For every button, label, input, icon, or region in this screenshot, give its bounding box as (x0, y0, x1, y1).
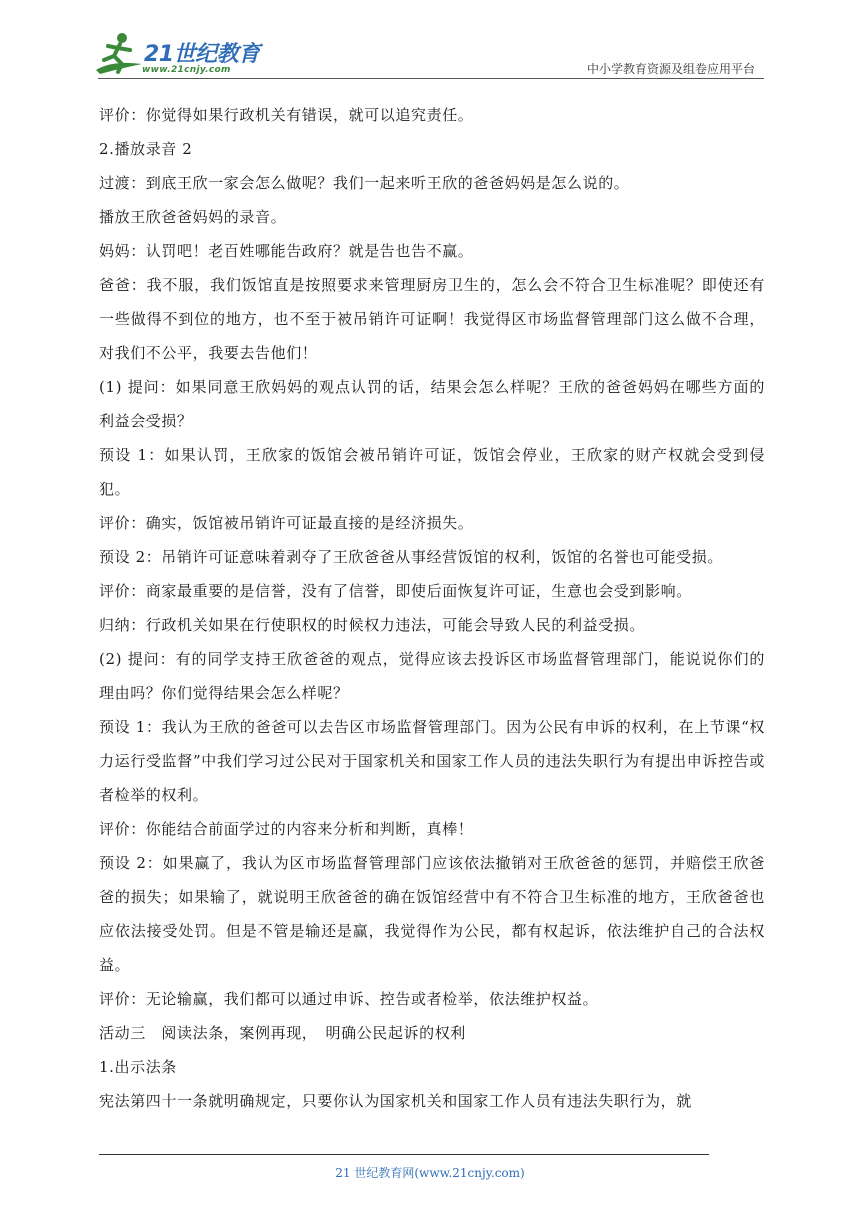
paragraph-14: 预设 1：我认为王欣的爸爸可以去告区市场监督管理部门。因为公民有申诉的权利，在上节课“权力运行受监督”中我们学习过公民对于国家机关和国家工作人员的违法失职行为有提出申诉控告或者检举的权利。 (99, 718, 765, 804)
paragraph-4: 播放王欣爸爸妈妈的录音。 (99, 208, 287, 226)
paragraph-8: 预设 1：如果认罚，王欣家的饭馆会被吊销许可证，饭馆会停业，王欣家的财产权就会受到侵犯。 (99, 446, 765, 498)
section-heading-activity-3: 活动三 阅读法条，案例再现， 明确公民起诉的权利 (99, 1024, 466, 1042)
site-logo[interactable] (92, 30, 262, 78)
logo-text: 21世纪教育 (144, 42, 260, 67)
header-divider (98, 78, 764, 79)
paragraph-19: 1.出示法条 (99, 1058, 177, 1076)
paragraph-2: 2.播放录音 2 (99, 140, 193, 158)
document-body (99, 98, 765, 1118)
paragraph-5: 妈妈：认罚吧！老百姓哪能告政府？就是告也告不赢。 (99, 242, 474, 260)
paragraph-11: 评价：商家最重要的是信誉，没有了信誉，即使后面恢复许可证，生意也会受到影响。 (99, 582, 692, 600)
paragraph-17: 评价：无论输赢，我们都可以通过申诉、控告或者检举，依法维护权益。 (99, 990, 599, 1008)
paragraph-15: 评价：你能结合前面学过的内容来分析和判断，真棒！ (99, 820, 474, 838)
paragraph-7: (1) 提问：如果同意王欣妈妈的观点认罚的话，结果会怎么样呢？王欣的爸爸妈妈在哪些方面的利益会受损？ (99, 378, 765, 430)
paragraph-9: 评价：确实，饭馆被吊销许可证最直接的是经济损失。 (99, 514, 474, 532)
runner-logo-icon (92, 30, 148, 78)
paragraph-13: (2) 提问：有的同学支持王欣爸爸的观点，觉得应该去投诉区市场监督管理部门，能说说你们的理由吗？你们觉得结果会怎么样呢？ (99, 650, 765, 702)
footer-link[interactable]: 21 世纪教育网(www.21cnjy.com) (335, 1166, 525, 1180)
footer-divider (99, 1154, 709, 1155)
paragraph-3: 过渡：到底王欣一家会怎么做呢？我们一起来听王欣的爸爸妈妈是怎么说的。 (99, 174, 630, 192)
page-header (0, 0, 860, 82)
paragraph-12: 归纳：行政机关如果在行使职权的时候权力违法，可能会导致人民的利益受损。 (99, 616, 646, 634)
paragraph-1: 评价：你觉得如果行政机关有错误，就可以追究责任。 (99, 106, 474, 124)
paragraph-20: 宪法第四十一条就明确规定，只要你认为国家机关和国家工作人员有违法失职行为，就 (99, 1092, 692, 1110)
paragraph-6: 爸爸：我不服，我们饭馆直是按照要求来管理厨房卫生的，怎么会不符合卫生标准呢？即使还有一些做得不到位的地方，也不至于被吊销许可证啊！我觉得区市场监督管理部门这么做不合理，对我们不公平，我要去告他们！ (99, 276, 765, 362)
header-tagline: 中小学教育资源及组卷应用平台 (586, 62, 755, 76)
paragraph-16: 预设 2：如果赢了，我认为区市场监督管理部门应该依法撤销对王欣爸爸的惩罚，并赔偿王欣爸爸的损失；如果输了，就说明王欣爸爸的确在饭馆经营中有不符合卫生标准的地方，王欣爸爸也应依法接受处罚。但是不管是输还是赢，我觉得作为公民，都有权起诉，依法维护自己的合法权益。 (99, 854, 765, 974)
paragraph-10: 预设 2：吊销许可证意味着剥夺了王欣爸爸从事经营饭馆的权利，饭馆的名誉也可能受损。 (99, 548, 723, 566)
logo-url: www.21cnjy.com (142, 65, 231, 75)
